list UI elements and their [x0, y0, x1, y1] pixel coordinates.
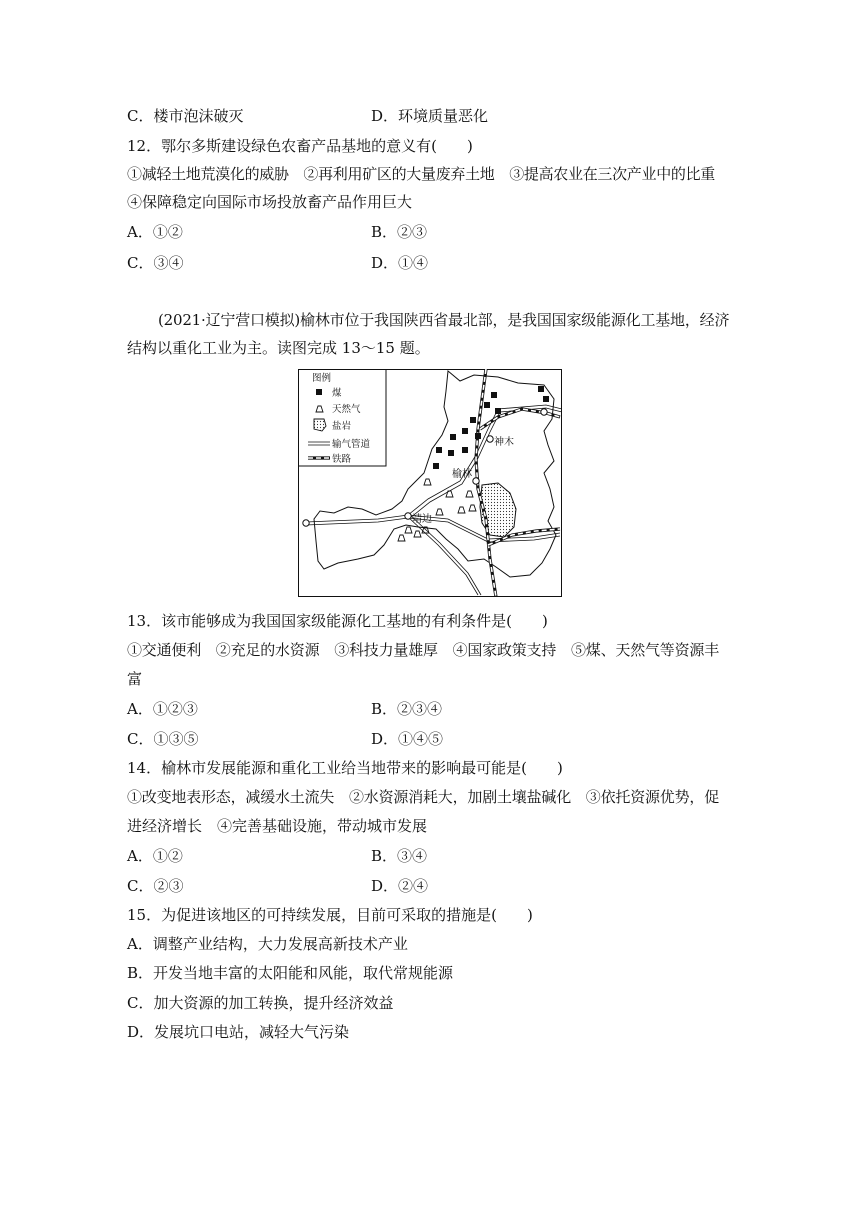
q11-option-d: D．环境质量恶化	[371, 107, 489, 125]
q15-option-d: D．发展坑口电站，减轻大气污染	[127, 1023, 350, 1041]
yulin-map-figure	[298, 369, 562, 597]
city-jingbian-label: 靖边	[412, 514, 432, 525]
legend-coal: 煤	[332, 388, 342, 399]
q12-option-a: A．①②	[127, 223, 183, 241]
q15-option-c: C．加大资源的加工转换，提升经济效益	[127, 994, 394, 1012]
city-marker	[541, 409, 547, 415]
coal-icon	[450, 434, 456, 440]
q13-option-d: D．①④⑤	[371, 730, 444, 748]
q15-option-b: B．开发当地丰富的太阳能和风能，取代常规能源	[127, 964, 454, 982]
city-shenmu-marker	[487, 436, 493, 442]
q12-items-line1: ①减轻土地荒漠化的威胁 ②再利用矿区的大量废弃土地 ③提高农业在三次产业中的比重	[127, 165, 716, 183]
coal-icon	[433, 463, 439, 469]
q12-items-line2: ④保障稳定向国际市场投放畜产品作用巨大	[127, 193, 413, 211]
q12-option-d: D．①④	[371, 254, 429, 272]
q13-stem: 13．该市能够成为我国国家级能源化工基地的有利条件是( )	[127, 612, 548, 630]
legend-railway: 铁路	[332, 454, 352, 465]
legend-salt: 盐岩	[332, 421, 352, 432]
coal-icon	[316, 389, 322, 395]
q14-option-b: B．③④	[371, 847, 428, 865]
coal-icon	[491, 392, 497, 398]
q13-option-a: A．①②③	[127, 700, 198, 718]
coal-icon	[462, 447, 468, 453]
city-yulin-marker	[473, 478, 479, 484]
q12-option-c: C．③④	[127, 254, 184, 272]
coal-icon	[484, 402, 490, 408]
q12-option-b: B．②③	[371, 223, 428, 241]
q14-items-line1: ①改变地表形态，减缓水土流失 ②水资源消耗大，加剧土壤盐碱化 ③依托资源优势，促	[127, 788, 720, 806]
city-yulin-label: 榆林	[452, 469, 472, 480]
q14-option-a: A．①②	[127, 847, 183, 865]
passage-line2: 结构以重化工业为主。读图完成 13～15 题。	[127, 339, 430, 357]
q14-option-c: C．②③	[127, 877, 184, 895]
q11-option-c: C．楼市泡沫破灭	[127, 107, 244, 125]
coal-icon	[495, 408, 501, 414]
coal-icon	[470, 417, 476, 423]
q14-option-d: D．②④	[371, 877, 429, 895]
coal-icon	[475, 433, 481, 439]
coal-icon	[436, 447, 442, 453]
legend-title: 图例	[312, 373, 332, 384]
legend-pipeline: 输气管道	[332, 439, 371, 450]
city-jingbian-marker	[405, 513, 411, 519]
legend-gas: 天然气	[332, 404, 361, 415]
coal-icon	[448, 450, 454, 456]
q14-stem: 14．榆林市发展能源和重化工业给当地带来的影响最可能是( )	[127, 759, 563, 777]
city-shenmu-label: 神木	[494, 437, 514, 448]
q15-option-a: A．调整产业结构，大力发展高新技术产业	[127, 935, 408, 953]
q13-option-c: C．①③⑤	[127, 730, 199, 748]
q14-items-line2: 进经济增长 ④完善基础设施，带动城市发展	[127, 817, 428, 835]
coal-icon	[543, 396, 549, 402]
q12-stem: 12．鄂尔多斯建设绿色农畜产品基地的意义有( )	[127, 137, 473, 155]
coal-icon	[538, 386, 544, 392]
coal-icon	[462, 428, 468, 434]
q13-items-line1: ①交通便利 ②充足的水资源 ③科技力量雄厚 ④国家政策支持 ⑤煤、天然气等资源丰	[127, 641, 720, 659]
q13-option-b: B．②③④	[371, 700, 443, 718]
q13-items-line2: 富	[127, 670, 143, 688]
passage-line1: (2021·辽宁营口模拟)榆林市位于我国陕西省最北部，是我国国家级能源化工基地，经济	[158, 311, 730, 329]
city-marker	[303, 520, 309, 526]
q15-stem: 15．为促进该地区的可持续发展，目前可采取的措施是( )	[127, 906, 533, 924]
